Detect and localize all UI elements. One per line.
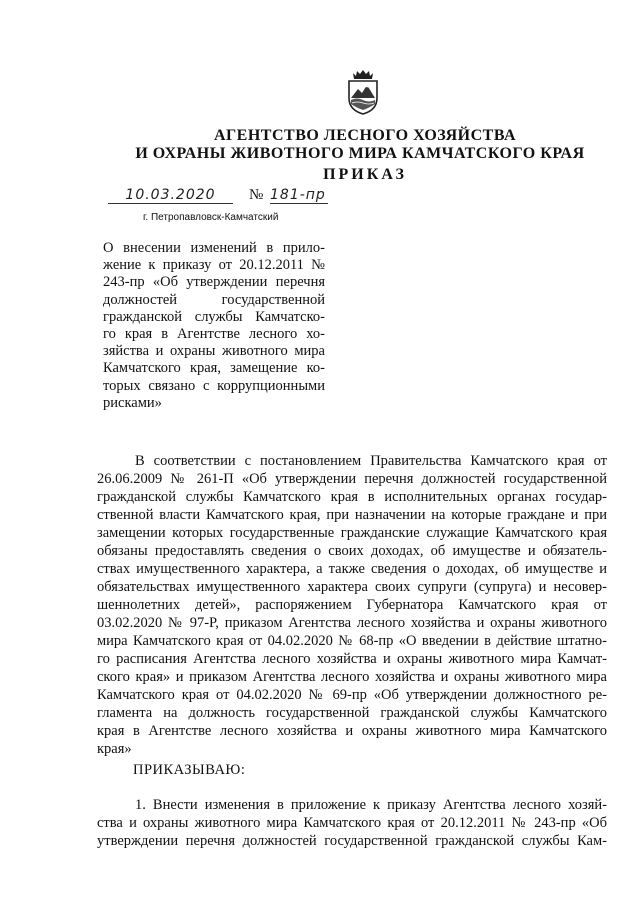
preamble-paragraph [97,452,607,758]
body-line: гламента на должность государственной гражданской службы Камчатского [97,705,607,721]
coat-of-arms-emblem [343,68,383,116]
subject-line: 243-пр «Об утверждении перечня [103,274,325,291]
number-sign: № [249,187,264,203]
subject-line: торых связано с коррупционными [103,377,325,394]
body-line: края» [97,741,132,757]
body-line: обязаны предоставлять сведения о своих доходах, об имуществе и обязатель- [97,543,607,559]
order-subject [103,240,325,412]
body-line: шеннолетних детей», распоряжением Губернатора Камчатского края от [97,597,607,613]
item-line: утверждении перечня должностей государственной гражданской службы Кам- [97,833,607,849]
subject-line: Камчатского края, замещение ко- [103,360,325,377]
handwritten-number: 181-пр [270,187,328,204]
item-line: ства и охраны животного мира Камчатского края от 20.12.2011 № 243-пр «Об [97,815,607,831]
body-line: Камчатского края от 04.02.2020 № 69-пр «Об утверждении должностного ре- [97,687,607,703]
document-type-title: ПРИКАЗ [323,166,407,183]
city-label: г. Петропавловск-Камчатский [143,212,279,223]
subject-line: го края в Агентстве лесного хо- [103,326,325,343]
body-line: гражданской службы Камчатского края в исполнительных органах государ- [97,489,607,505]
body-line: В соответствии с постановлением Правительства Камчатского края от [135,453,607,469]
body-line: ствах имущественного характера, а также сведения о доходах, об имуществе и [97,561,607,577]
item-line: 1. Внести изменения в приложение к приказу Агентства лесного хозяй- [135,797,607,813]
subject-line: рисками» [103,394,162,411]
body-line: мира Камчатского края от 04.02.2020 № 68-пр «О введении в действие штатно- [97,633,607,649]
subject-line: должностей государственной [103,291,325,308]
agency-title-line2: И ОХРАНЫ ЖИВОТНОГО МИРА КАМЧАТСКОГО КРАЯ [135,145,585,162]
body-line: обязательствах имущественного характера своих супруги (супруга) и несовер- [97,579,607,595]
body-line: 26.06.2009 № 261-П «Об утверждении перечня должностей государственной [97,471,607,487]
subject-line: гражданской службы Камчатско- [103,308,325,325]
agency-title-line1: АГЕНТСТВО ЛЕСНОГО ХОЗЯЙСТВА [213,127,517,144]
body-line: го расписания Агентства лесного хозяйства и охраны животного мира Камчат- [97,651,607,667]
subject-line: О внесении изменений в прило- [103,240,325,256]
order-command-word: ПРИКАЗЫВАЮ: [133,762,246,778]
body-line: ского края» и приказом Агентства лесного хозяйства и охраны животного мира [97,669,607,685]
handwritten-date: 10.03.2020 [108,187,233,204]
order-item-1 [97,796,607,850]
body-line: замещении которых государственные гражданские служащие Камчатского края [97,525,607,541]
subject-line: жение к приказу от 20.12.2011 № [103,257,325,274]
subject-line: зяйства и охраны животного мира [103,343,325,360]
body-line: ственной власти Камчатского края, при назначении на которые граждане и при [97,507,607,523]
body-line: края в Агентстве лесного хозяйства и охраны животного мира Камчатского [97,723,607,739]
body-line: 03.02.2020 № 97-Р, приказом Агентства лесного хозяйства и охраны животного [97,615,607,631]
